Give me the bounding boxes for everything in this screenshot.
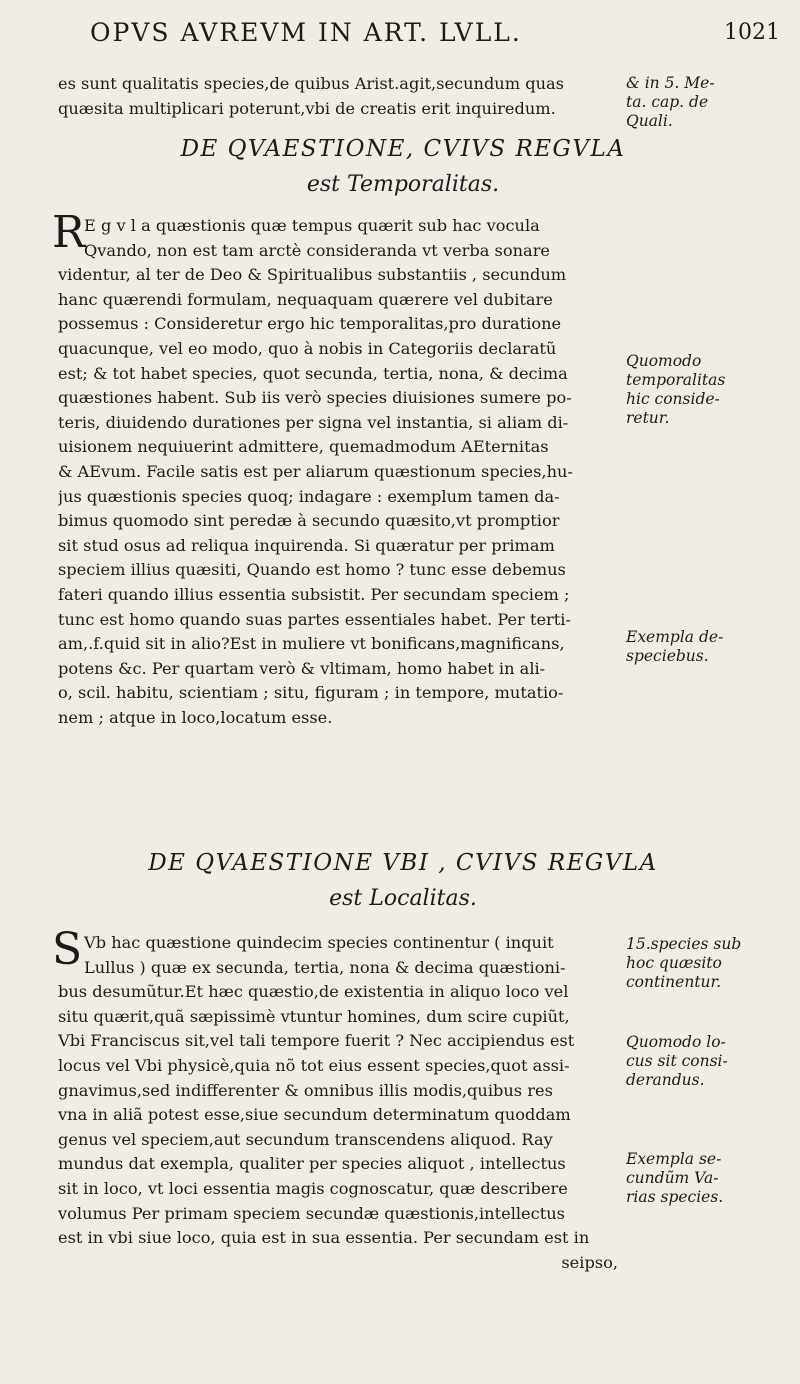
page-number: 1021 [724,20,780,45]
text-line: mundus dat exempla, qualiter per species aliquot , intellectus [58,1154,566,1174]
text-line: vna in aliã potest esse,siue secundum determinatum quoddam [58,1105,571,1125]
text-line: est in vbi siue loco, quia est in sua essentia. Per secundam est in [58,1228,590,1248]
section-subheading: est Localitas. [329,886,477,911]
text-line: quacunque, vel eo modo, quo à nobis in Categoriis declaratũ [58,338,557,358]
margin-note-exempla [626,628,796,666]
margin-note-line: Quomodo lo- [626,1033,726,1051]
margin-note-line: derandus. [626,1071,705,1089]
text-line: tunc est homo quando suas partes essentiales habet. Per terti- [58,609,571,629]
text-line: fateri quando illius essentia subsistit. Per secundam speciem ; [58,584,570,604]
text-line: o, scil. habitu, scientiam ; situ, figuram ; in tempore, mutatio- [58,683,564,703]
text-line: sit stud osus ad reliqua inquirenda. Si quæratur per primam [58,535,555,555]
margin-note-line: cundũm Va- [626,1169,719,1187]
text-line: quæstiones habent. Sub iis verò species diuisiones sumere po- [58,388,572,408]
text-line: teris, diuidendo durationes per signa vel instantia, si aliam di- [58,412,569,432]
drop-cap: S [52,924,83,975]
text-line: Vb hac quæstione quindecim species continentur ( inquit [84,933,554,952]
text-line: possemus : Consideretur ergo hic temporalitas,pro duratione [58,314,562,334]
margin-note-line: temporalitas [626,371,726,389]
margin-note-line: ta. cap. de [626,93,709,111]
margin-note-line: speciebus. [626,647,709,665]
running-title: OPVS AVREVM IN ART. LVLL. [90,18,522,47]
margin-note-line: 15.species sub [626,935,742,953]
text-line: E g v l a quæstionis quæ tempus quærit sub hac vocula [84,216,540,235]
drop-cap: R [52,207,86,258]
text-line: speciem illius quæsiti, Quando est homo ? tunc esse debemus [58,560,566,580]
margin-note-line: Exempla se- [626,1150,722,1168]
margin-note-line: & in 5. Me- [626,74,715,92]
running-head [90,18,780,58]
text-line: Vbi Franciscus sit,vel tali tempore fuerit ? Nec accipiendus est [58,1031,575,1051]
text-line: gnavimus,sed indifferenter & omnibus illis modis,quibus res [58,1080,553,1100]
margin-note-line: hic conside- [626,390,720,408]
text-line: quæsita multiplicari poterunt,vbi de creatis erit inquiredum. [58,98,556,118]
margin-note-exempla-species [626,1150,796,1207]
text-line: potens &c. Per quartam verò & vltimam, homo habet in ali- [58,658,546,678]
text-line: am,.f.quid sit in alio?Est in muliere vt bonificans,magnificans, [58,634,565,654]
text-line: locus vel Vbi physicè,quia nõ tot eius essent species,quot assi- [58,1055,570,1075]
section1-paragraph [58,214,618,730]
text-line: bus desumũtur.Et hæc quæstio,de existentia in aliquo loco vel [58,982,569,1002]
text-line: genus vel speciem,aut secundum transcendens aliquod. Ray [58,1129,553,1149]
margin-note-species [626,935,796,992]
text-line: hanc quærendi formulam, nequaquam quærere vel dubitare [58,289,553,309]
margin-note-line: rias species. [626,1188,724,1206]
text-line: situ quærit,quã sæpissimè vtuntur homines, dum scire cupiũt, [58,1006,570,1026]
margin-note-intro [626,74,796,131]
text-line: es sunt qualitatis species,de quibus Arist.agit,secundum quas [58,74,564,93]
section-heading: DE QVAESTIONE VBI , CVIVS REGVLA [148,850,658,876]
margin-note-line: continentur. [626,973,722,991]
section-subheading: est Temporalitas. [306,172,500,197]
margin-note-temporalitas [626,352,796,428]
margin-note-line: cus sit consi- [626,1052,728,1070]
section-heading: DE QVAESTIONE, CVIVS REGVLA [180,136,626,162]
text-line: Lullus ) quæ ex secunda, tertia, nona & decima quæstioni- [84,957,566,977]
margin-note-line: retur. [626,409,670,427]
text-line: & AEvum. Facile satis est per aliarum quæstionum species,hu- [58,461,573,481]
section2-paragraph [58,931,618,1275]
text-line: jus quæstionis species quoq; indagare : exemplum tamen da- [58,486,560,506]
text-line: Qvando, non est tam arctè consideranda vt verba sonare [84,240,551,260]
margin-note-line: Exempla de- [626,628,724,646]
text-line: videntur, al ter de Deo & Spiritualibus substantiis , secundum [58,265,567,285]
text-line: uisionem nequiuerint admittere, quemadmodum AEternitas [58,437,549,457]
margin-note-line: Quomodo [626,352,702,370]
text-line: seipso, [561,1252,618,1272]
text-line: nem ; atque in loco,locatum esse. [58,707,333,727]
text-line: sit in loco, vt loci essentia magis cognoscatur, quæ describere [58,1178,568,1198]
margin-note-line: Quali. [626,112,673,130]
text-line: volumus Per primam speciem secundæ quæstionis,intellectus [58,1203,565,1223]
intro-paragraph [58,72,618,121]
text-line: bimus quomodo sint peredæ à secundo quæsito,vt promptior [58,511,560,531]
margin-note-locus [626,1033,796,1090]
text-line: est; & tot habet species, quot secunda, tertia, nona, & decima [58,363,568,383]
margin-note-line: hoc quæsito [626,954,722,972]
